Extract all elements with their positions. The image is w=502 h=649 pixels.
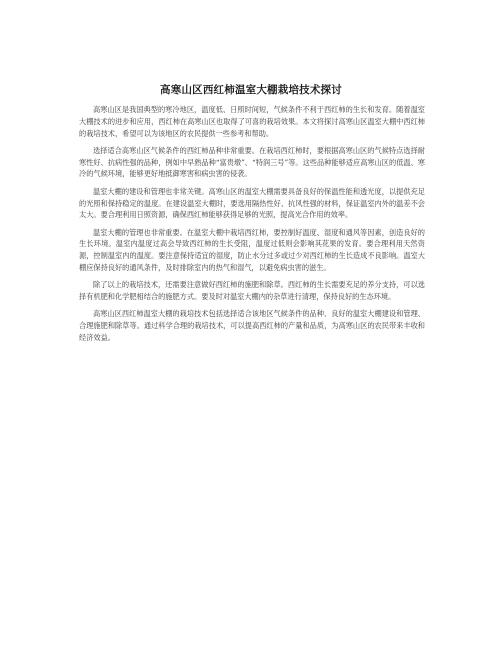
paragraph-variety: 选择适合高寒山区气候条件的西红柿品种非常重要。在栽培西红柿时，要根据高寒山区的气候特点选择耐寒性好、抗病性强的品种，例如中早熟品种“富贵墩”、“特润三号”等。这些品种能够适应高寒山区的低温、寒冷的气候环境，能够更好地抵御寒害和病虫害的侵袭。: [79, 145, 425, 179]
paragraph-greenhouse-construction: 温室大棚的建设和管理也非常关键。高寒山区的温室大棚需要具备良好的保温性能和透光度，以提供充足的光照和保持稳定的温度。在建设温室大棚时，要选用隔热性好、抗风性强的材料，保证温室内外的温差不会太大。要合理利用日照资源，确保西红柿能够获得足够的光照，提高光合作用的效率。: [79, 186, 425, 220]
document-title: 高寒山区西红柿温室大棚栽培技术探讨: [160, 84, 342, 96]
paragraph-intro: 高寒山区是我国典型的寒冷地区，温度低、日照时间短，气候条件不利于西红柿的生长和发育。随着温室大棚技术的进步和应用，西红柿在高寒山区也取得了可喜的栽培效果。本文将探讨高寒山区温室大棚中西红柿的栽培技术，希望可以为该地区的农民提供一些参考和帮助。: [79, 105, 425, 138]
paragraph-greenhouse-management: 温室大棚的管理也非常重要。在温室大棚中栽培西红柿，要控制好温度、湿度和通风等因素，创造良好的生长环境。温室内温度过高会导致西红柿的生长受阻，温度过低则会影响其花果的发育。要合理利用天然资源，控制温室内的温度。要注意保持适宜的湿度，防止水分过多或过少对西红柿的生长造成不良影响。温室大棚应保持良好的通风条件，及时排除室内的热气和湿气，以避免病虫害的滋生。: [79, 227, 425, 273]
paragraph-conclusion: 高寒山区西红柿温室大棚的栽培技术包括选择适合该地区气候条件的品种、良好的温室大棚建设和管理、合理施肥和除草等。通过科学合理的栽培技术，可以提高西红柿的产量和品质，为高寒山区的农民带来丰收和经济效益。: [79, 309, 425, 343]
paragraph-fertilizing-weeding: 除了以上的栽培技术，还需要注意做好西红柿的施肥和除草。西红柿的生长需要充足的养分支持，可以选择有机肥和化学肥相结合的施肥方式。要及时对温室大棚内的杂草进行清理，保持良好的生态环境。: [79, 280, 425, 302]
document-body: [79, 104, 425, 349]
